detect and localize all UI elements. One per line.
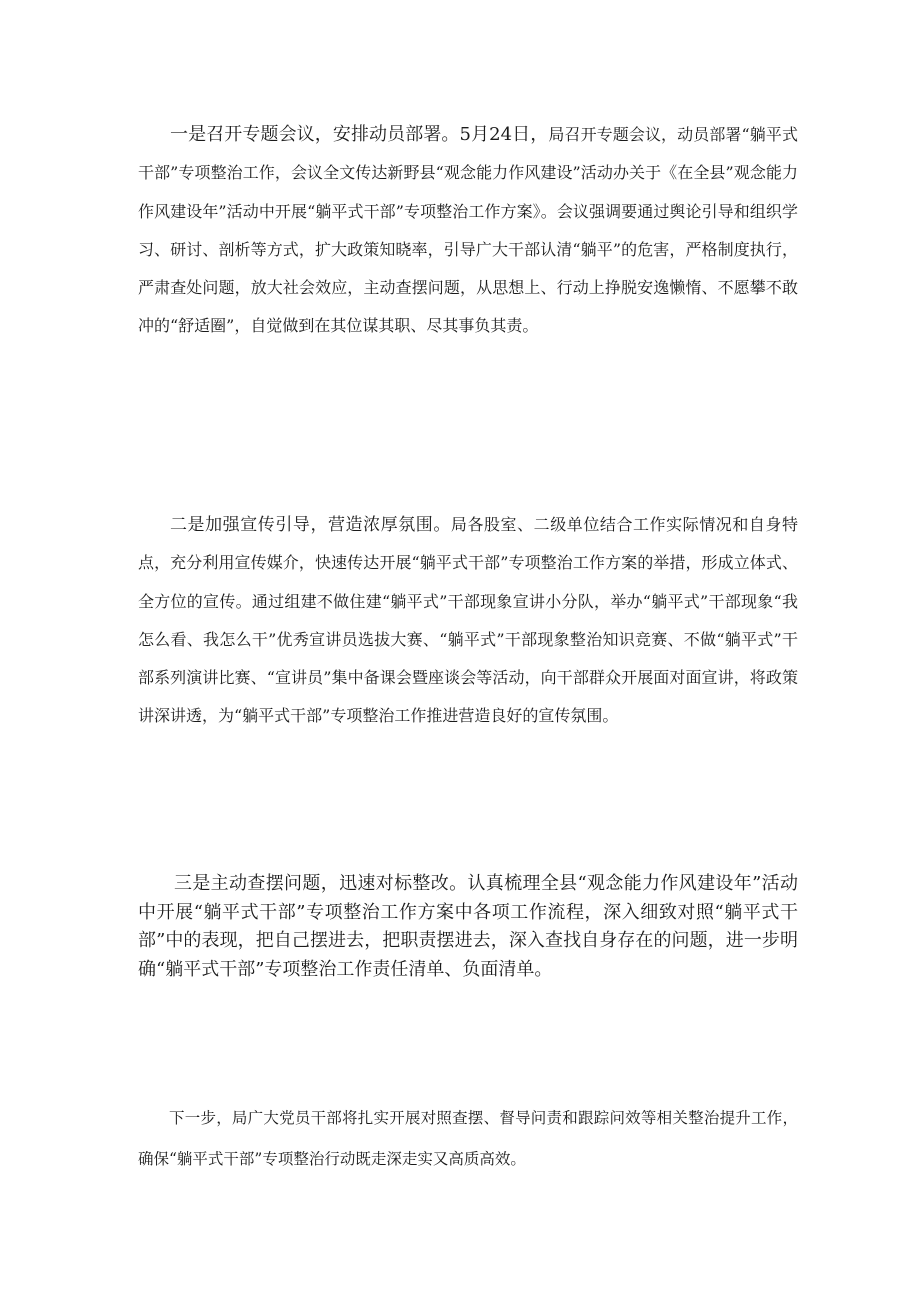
paragraph-lead: 一是召开专题会议，安排动员部署。5月24日， [170,124,549,145]
paragraph-body: 下一步，局广大党员干部将扎实开展对照查摆、督导问责和跟踪问效等相关整治提升工作，确保“躺平式干部”专项整治行动既走深走实又高质高效。 [138,1109,798,1168]
paragraph-lead: 二是加强宣传引导，营造浓厚氛围。 [170,515,451,535]
paragraph-publicity [138,506,798,736]
paragraph-rectification [138,870,798,984]
paragraph-body: 局各股室、二级单位结合工作实际情况和自身特点，充分利用宣传媒介，快速传达开展“躺平式干部”专项整治工作方案的举措，形成立体式、全方位的宣传。通过组建不做住建“躺平式”干部现象宣讲小分队，举办“躺平式”干部现象“我怎么看、我怎么干”优秀宣讲员选拔大赛、“躺平式”干部现象整治知识竞赛、不做“躺平式”干部系列演讲比赛、“宣讲员”集中备课会暨座谈会等活动，向干部群众开展面对面宣讲，将政策讲深讲透，为“躺平式干部”专项整治工作推进营造良好的宣传氛围。 [138,515,798,726]
paragraph-next-step [138,1098,798,1180]
paragraph-body: 局召开专题会议，动员部署“躺平式干部”专项整治工作，会议全文传达新野县“观念能力作风建设”活动办关于《在全县”观念能力作风建设年”活动中开展“躺平式干部”专项整治工作方案》。会议强调要通过舆论引导和组织学习、研讨、剖析等方式，扩大政策知晓率，引导广大干部认清“躺平”的危害，严格制度执行，严肃查处问题，放大社会效应，主动查摆问题，从思想上、行动上挣脱安逸懒惰、不愿攀不敢冲的“舒适圈”，自觉做到在其位谋其职、尽其事负其责。 [138,125,798,336]
paragraph-meeting [138,116,798,346]
paragraph-body: 三是主动查摆问题，迅速对标整改。认真梳理全县“观念能力作风建设年”活动中开展“躺平式干部”专项整治工作方案中各项工作流程，深入细致对照“躺平式干部”中的表现，把自己摆进去，把职责摆进去，深入查找自身存在的问题，进一步明确“躺平式干部”专项整治工作责任清单、负面清单。 [138,873,798,980]
